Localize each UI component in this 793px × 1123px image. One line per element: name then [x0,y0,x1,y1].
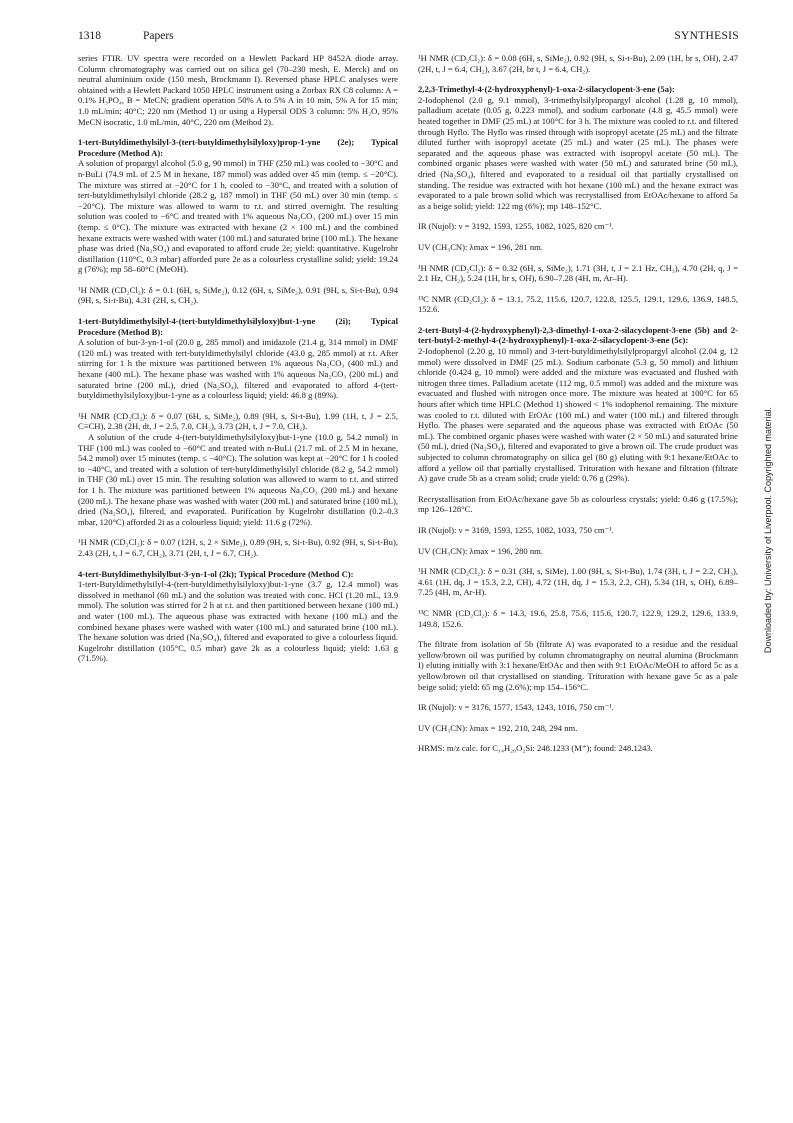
right-paragraph: ¹H NMR (CD₂Cl₂): δ = 0.32 (6H, s, SiMe₂), 1.71 (3H, t, J = 2.1 Hz, CH₃), 4.70 (2H, q, J = 2.1 Hz, CH₂), 5.24 (1H, br s, OH), 6.90–7.28 (4H, m, Ar–H). [418,262,738,284]
right-paragraph: Recrystallisation from EtOAc/hexane gave 5b as colourless crystals; yield: 0.46 g (17.5%); mp 126–128°C. [418,493,738,515]
right-paragraph: ¹H NMR (CD₂Cl₂): δ = 0.31 (3H, s, SiMe), 1.00 (9H, s, Si-t-Bu), 1.74 (3H, t, J = 2.2, CH₃), 4.61 (1H, dq, J = 15.3, 2.2, CH), 4.72 (1H, dq, J = 15.3, 2.2, CH), 5.34 (1H, s, OH), 6.89–7.25 (4H, m, Ar-H). [418,566,738,598]
right-column [418,53,738,754]
right-paragraph: IR (Nujol): ν = 3192, 1593, 1255, 1082, 1025, 820 cm⁻¹. [418,221,614,232]
left-heading: 4-tert-Butyldimethylsilylbut-3-yn-1-ol (2k); Typical Procedure (Method C): [78,568,354,579]
left-column [78,53,398,664]
left-paragraph: A solution of propargyl alcohol (5.0 g, 90 mmol) in THF (250 mL) was cooled to −30°C and n-BuLi (74.9 mL of 2.5 M in hexane, 187 mmol) was added over 45 min (temp. ≤ −20°C). The mixture was stirred at −20°C for 1 h, cooled to −30°C, and treated with a solution of tert-butyldimethylsilyl chloride (28.2 g, 187 mmol) in THF (50 mL) over 30 min (temp. ≤ −20°C). The mixture was allowed to warm to r.t. and stirred overnight. The resulting solution was cooled to −6°C and treated with 1% aqueous Na₂CO₃ (200 mL) over 15 min (temp. ≤ 0°C). The mixture was extracted with hexane (2 × 100 mL) and the combined hexane extracts were washed with water (100 mL) and saturated brine (100 mL). The hexane phase was dried (Na₂SO₄) and evaporated to afford crude 2e; yield: quantitative. Kugelrohr distillation (110°C, 0.3 mbar) afforded pure 2e as a colourless crystalline solid; yield: 19.24 g (76%); mp 58–60°C (MeOH). [78,158,398,275]
right-heading: 2,2,3-Trimethyl-4-(2-hydroxyphenyl)-1-oxa-2-silacyclopent-3-ene (5a): [418,84,675,95]
left-heading: 1-tert-Butyldimethylsilyl-4-(tert-butyldimethylsilyloxy)but-1-yne (2i); Typical Procedure (Method B): [78,316,398,337]
right-paragraph: 2-Iodophenol (2.20 g, 10 mmol) and 3-tert-butyldimethylsilylpropargyl alcohol (2.04 g, 12 mmol) were dissolved in DMF (25 mL). Sodium carbonate (5.3 g, 50 mmol) and lithium chloride (0.424 g, 10 mmol) were added and the mixture was evacuated and flushed with nitrogen three times. Palladium acetate (112 mg, 0.5 mmol) was added and the mixture was evacuated and flushed with nitrogen once more. The mixture was heated at 100°C for 65 hours after which time HPLC (Method 1) showed < 1% iodophenol remaining. The mixture was cooled to r.t. diluted with EtOAc (100 mL) and water (100 mL) and filtered through Hyflo. The phases were separated and the aqueous phase was extracted with EtOAc (50 mL). The combined organic phases were washed with water (2 × 50 mL) and saturated brine (50 mL), dried (Na₂SO₄), filtered and evaporated to give a brown oil. The crude product was subjected to column chromatography on silica gel (80 g) eluting with 9:1 hexane/EtOAc to afford a yellow oil that partially crystallised. Trituration with hexane and filtration (filtrate A) gave crude 5b as a cream solid; crude yield: 0.76 g (29%). [418,346,738,484]
right-paragraph: UV (CH₃CN): λmax = 196, 280 nm. [418,545,543,556]
right-heading: 2-tert-Butyl-4-(2-hydroxyphenyl)-2,3-dimethyl-1-oxa-2-silacyclopent-3-ene (5b) and 2-tert-butyl-2-methyl-4-(2-hydroxyphenyl)-1-oxa-2-silacyclopent-3-ene (5c): [418,324,738,346]
right-paragraph: UV (CH₃CN): λmax = 196, 281 nm. [418,241,543,252]
left-paragraph: 1-tert-Butyldimethylsilyl-4-(tert-butyldimethylsilyloxy)but-1-yne (3.7 g, 12.4 mmol) was dissolved in methanol (60 mL) and the solution was treated with conc. HCl (1.20 mL, 13.9 mmol). The solution was stirred for 2 h at r.t. and then partitioned between hexane (100 mL) and water (100 mL). The aqueous phase was extracted with hexane (100 mL) and the combined hexane phases were washed with water (100 mL) and saturated brine (100 mL). The hexane solution was dried (Na₂SO₄), filtered and evaporated to give a colourless liquid. Kugelrohr distillation (105°C, 0.5 mbar) gave 2k as a colourless liquid; yield: 1.63 g (71.5%). [78,579,398,664]
section-name: Papers [143,30,174,42]
left-paragraph: ¹H NMR (CD₂Cl₂): δ = 0.1 (6H, s, SiMe₂), 0.12 (6H, s, SiMe₂), 0.91 (9H, s, Si-t-Bu), 0.94 (9H, s, Si-t-Bu), 4.31 (2H, s, CH₂). [78,284,398,306]
right-paragraph: UV (CH₃CN): λmax = 192, 210, 248, 294 nm. [418,722,578,733]
download-notice [761,250,775,810]
right-paragraph: IR (Nujol): ν = 3169, 1593, 1255, 1082, 1033, 750 cm⁻¹. [418,524,614,535]
right-paragraph: ¹H NMR (CD₂Cl₂): δ = 0.08 (6H, s, SiMe₂), 0.92 (9H, s, Si-t-Bu), 2.09 (1H, br s, OH), 2.47 (2H, t, J = 6.4, CH₂), 3.67 (2H, br t, J = 6.4, CH₂). [418,53,738,74]
right-paragraph: The filtrate from isolation of 5b (filtrate A) was evaporated to a residue and the residual yellow/brown oil was purified by column chromatography on neutral alumina (Brockmann I) eluting initially with 3:1 hexane/EtOAc and then with 9:1 EtOAc/MeOH to afford 5c as a yellow/brown oil that crystallised on standing. Trituration with hexane gave 5c as a pale beige solid; yield: 65 mg (2.6%); mp 154–156°C. [418,639,738,692]
right-paragraph: ¹³C NMR (CD₂Cl₂): δ = 14.3, 19.6, 25.8, 75.6, 115.6, 120.7, 122.9, 129.2, 129.6, 133.9, 149.8, 152.6. [418,607,738,629]
right-paragraph: ¹³C NMR (CD₂Cl₂): δ = 13.1, 75.2, 115.6, 120.7, 122.8, 125.5, 129.1, 129.6, 136.9, 148.5, 152.6. [418,293,738,315]
left-paragraph: ¹H NMR (CD₂Cl₂): δ = 0.07 (6H, s, SiMe₂), 0.89 (9H, s, Si-t-Bu), 1.99 (1H, t, J = 2.5, C≡CH), 2.38 (2H, dt, J = 2.5, 7.0, CH₂), 3.73 (2H, t, J = 7.0, CH₂). [78,410,398,432]
left-paragraph: ¹H NMR (CD₂Cl₂): δ = 0.07 (12H, s, 2 × SiMe₂), 0.89 (9H, s, Si-t-Bu), 0.92 (9H, s, Si-t-Bu), 2.43 (2H, t, J = 6.7, CH₂), 3.71 (2H, t, J = 6.7, CH₂). [78,537,398,558]
left-heading: 1-tert-Butyldimethylsilyl-3-(tert-butyldimethylsilyloxy)prop-1-yne (2e); Typical Procedure (Method A): [78,137,398,158]
page-header [78,30,739,46]
page-number: 1318 [78,30,101,42]
journal-title: SYNTHESIS [674,30,739,42]
right-paragraph: 2-Iodophenol (2.0 g, 9.1 mmol), 3-trimethylsilylpropargyl alcohol (1.28 g, 10 mmol), palladium acetate (0.05 g, 0.223 mmol), and sodium carbonate (4.8 g, 45.5 mmol) were heated together in DMF (25 mL) at 100°C for 3 h. The mixture was cooled to r.t. and filtered through Hyflo. The Hyflo was rinsed through with isopropyl acetate (25 mL) and the filtrate diluted further with isopropyl acetate (25 mL) and water (25 mL). The phases were separated and the aqueous phase was extracted with isopropyl acetate (50 mL). The combined organic phases were washed with water (50 mL) and saturated brine (50 mL), dried (Na₂SO₄), filtered and evaporated to a residual oil that partially crystallised on standing. The residue was extracted with hot hexane (100 mL) and the hexane extract was evaporated to a pale brown solid which was recrystallised from EtOAc/hexane to afford 5a as a beige solid; yield: 122 mg (6%); mp 148–152°C. [418,94,738,211]
left-paragraph: series FTIR. UV spectra were recorded on a Hewlett Packard HP 8452A diode array. Column chromatography was carried out on silica gel (70–230 mesh, E. Merck) and on neutral aluminium oxide (150 mesh, Brockmann I). Reversed phase HPLC analyses were obtained with a Hewlett Packard 1050 HPLC instrument using a Zorbax RX C8 column: A = 0.1% H₃PO₄, B = MeCN; gradient operation 50% A to 5% A in 10 min, 5% A for 15 min; 1.0 mL/min; 40°C; 220 nm (Method 1) or using a Hypersil ODS 3 column: 5% H₂O, 95% MeCN isocratic, 1.0 mL/min, 40°C, 220 nm (Method 2). [78,53,398,127]
right-paragraph: IR (Nujol): ν = 3176, 1577, 1543, 1243, 1016, 750 cm⁻¹. [418,702,614,713]
left-paragraph: A solution of the crude 4-(tert-butyldimethylsilyloxy)but-1-yne (10.0 g, 54.2 mmol) in THF (100 mL) was cooled to −60°C and treated with n-BuLi (21.7 mL of 2.5 M in hexane, 54.2 mmol) over 15 minutes (temp. ≤ −40°C). The solution was kept at −20°C for 1 h cooled to −40°C, and treated with a solution of tert-butyldimethylsilyl chloride (8.2 g, 54.2 mmol) in THF (30 mL) over 15 min. The resulting solution was allowed to warm to r.t. and stirred for 1 h. The mixture was partitioned between 1% aqueous Na₂CO₃ (200 mL) and hexane (200 mL). The hexane phase was washed with water (200 mL) and saturated brine (100 mL), dried (Na₂SO₄), filtered, and evaporated. Purification by Kugelrohr distillation (0.2–0.3 mbar, 120°C) afforded 2i as a colourless liquid; yield: 11.6 g (72%). [78,432,398,527]
right-paragraph: HRMS: m/z calc. for C₁₄H₂₀O₂Si: 248.1233 (M⁺); found: 248.1243. [418,743,653,754]
download-notice-text: Downloaded by: University of Liverpool. Copyrighted material. [763,406,773,654]
left-paragraph: A solution of but-3-yn-1-ol (20.0 g, 285 mmol) and imidazole (21.4 g, 314 mmol) in DMF (120 mL) was treated with tert-butyldimethylsilyl chloride (43.0 g, 285 mmol) at r.t. After stirring for 1 h the mixture was partitioned between 1% aqueous Na₂CO₃ (400 mL) and hexane (400 mL). The hexane phase was washed with 1% aqueous Na₂CO₃ (200 mL) and saturated brine (200 mL), dried (Na₂SO₄), filtered and evaporated to afford 4-(tert-butyldimethylsilyloxy)but-1-yne as a colourless liquid; yield: 46.8 g (89%). [78,337,398,401]
